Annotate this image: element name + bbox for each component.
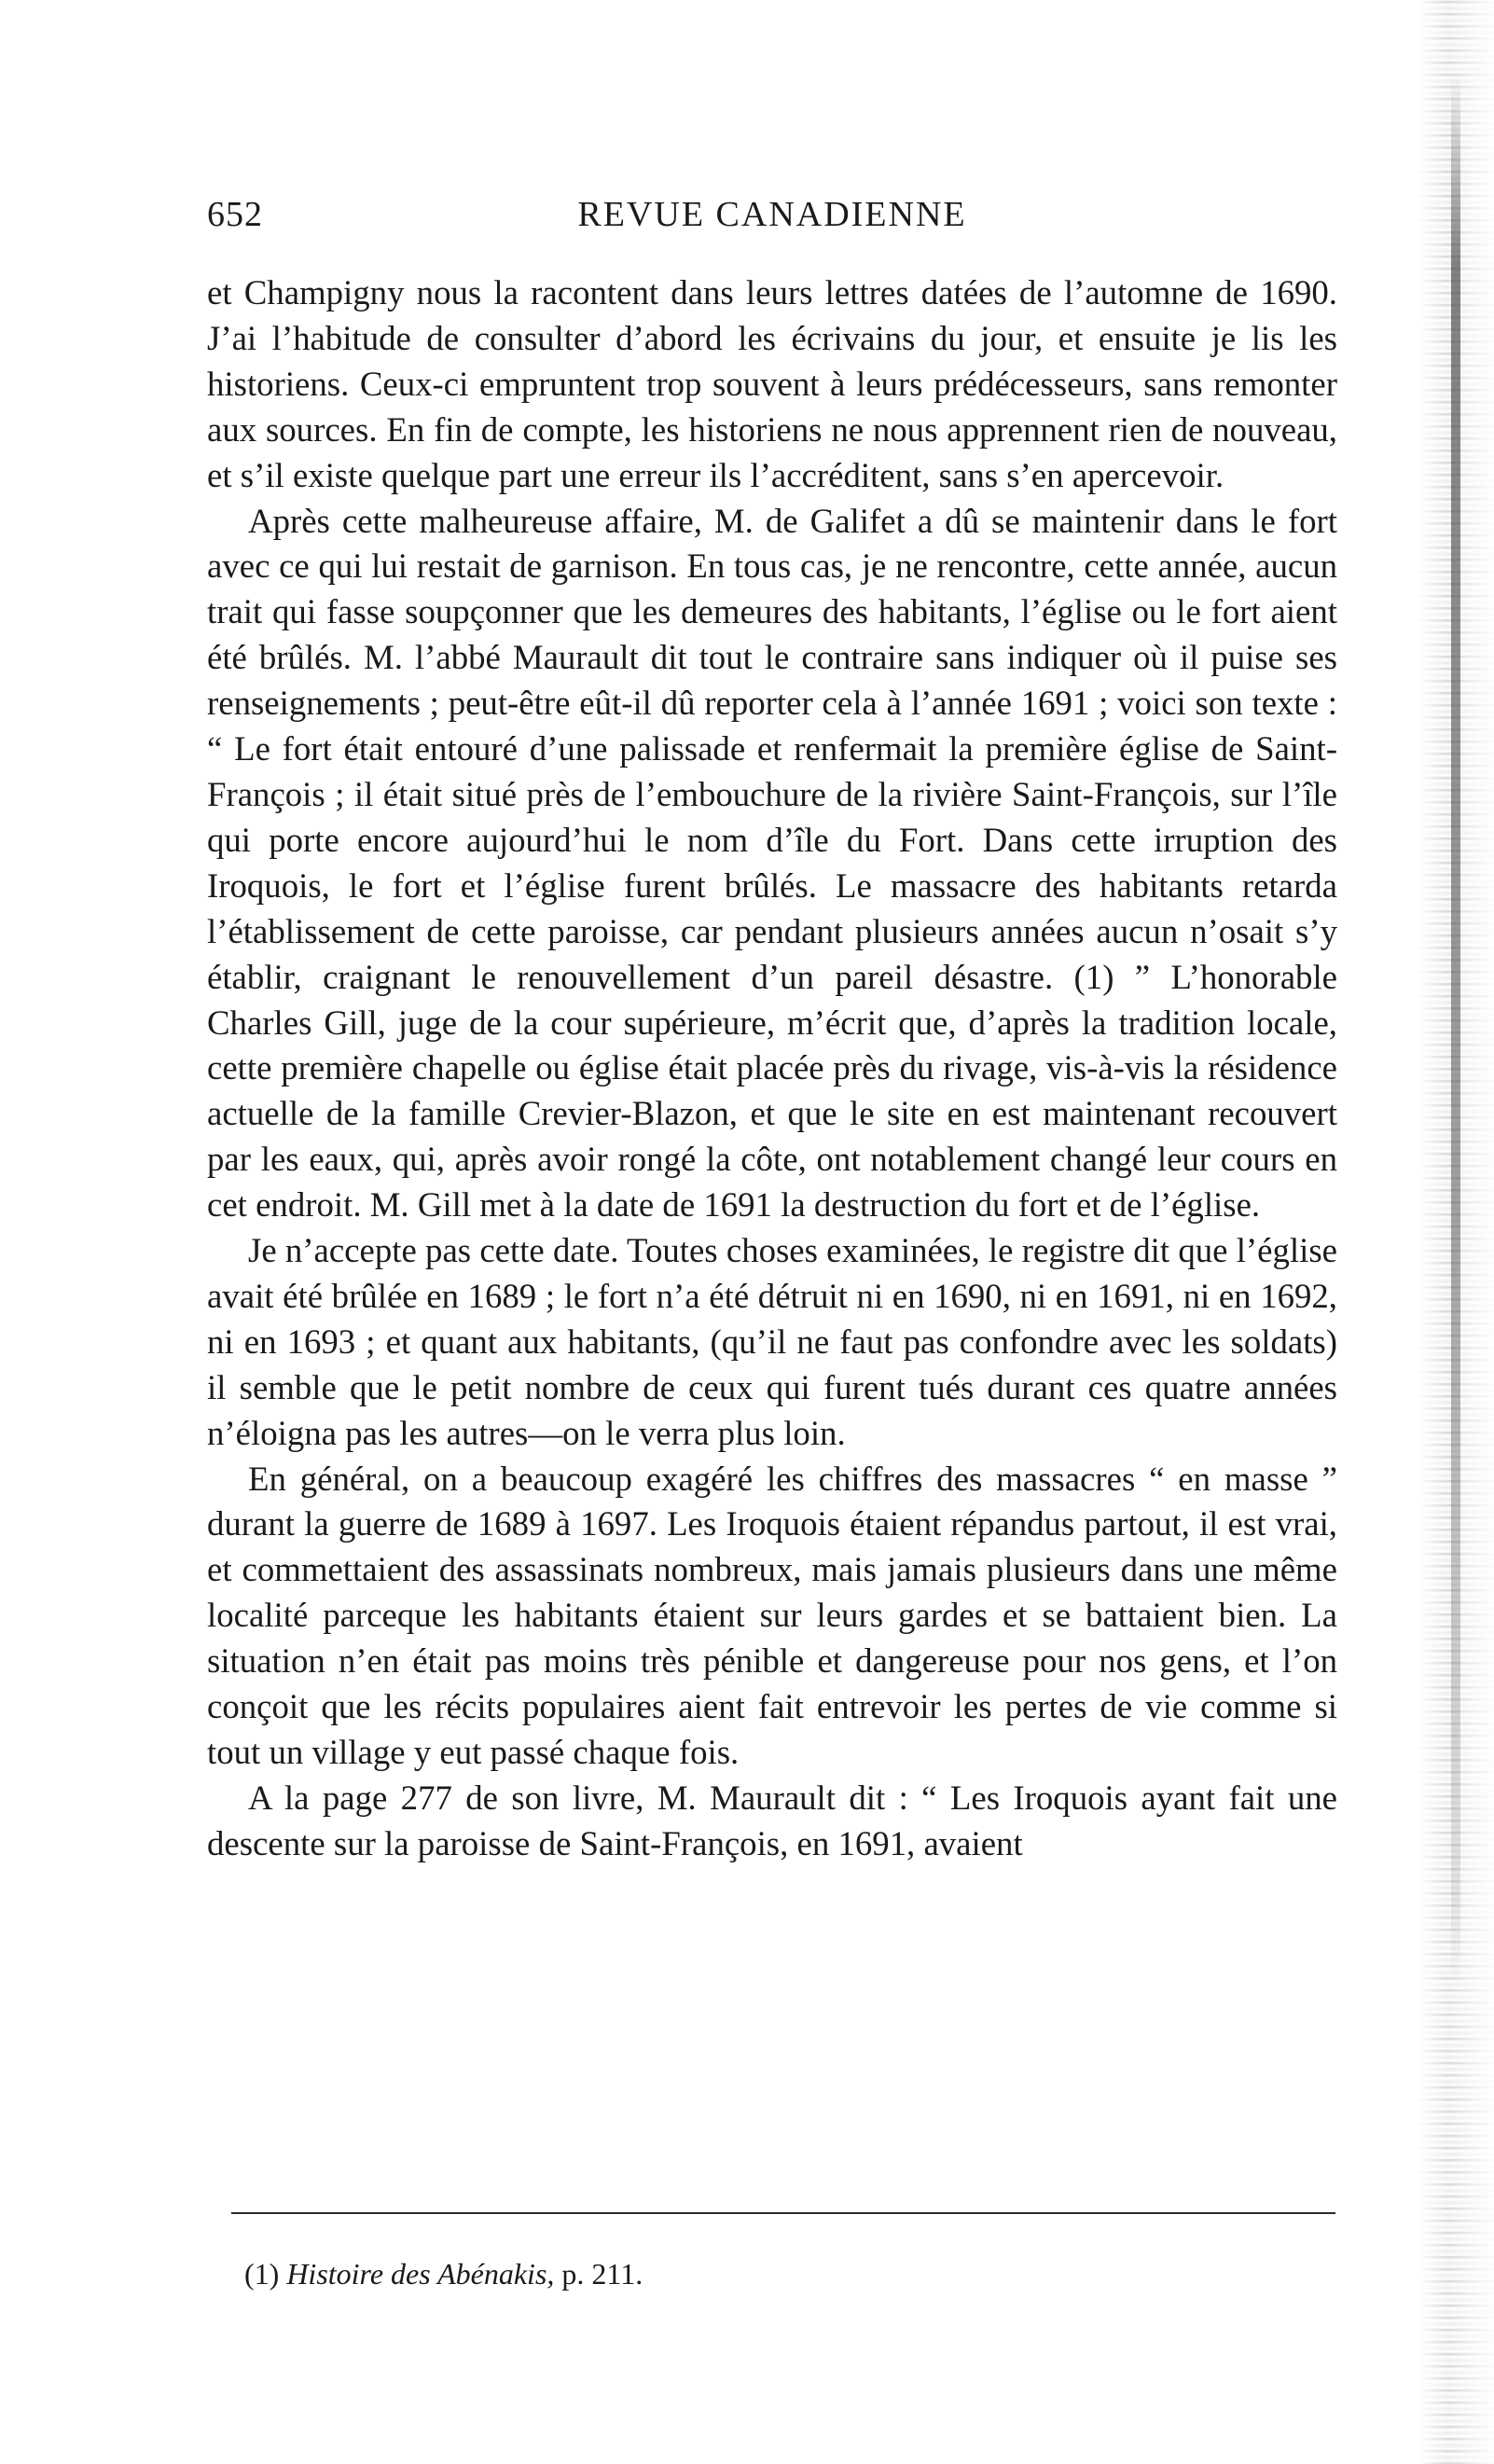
- footnote-title: Histoire des Abénakis,: [286, 2257, 555, 2291]
- paragraph-2: Après cette malheureuse affaire, M. de Galifet a dû se maintenir dans le fort avec ce qui lui restait de garnison. En tous cas, je ne rencontre, cette année, aucun trait qui fasse soupçonner que les demeures des habitants, l’église ou le fort aient été brûlés. M. l’abbé Maurault dit tout le contraire sans indiquer où il puise ses renseignements ; peut-être eût-il dû reporter cela à l’année 1691 ; voici son texte : “ Le fort était entouré d’une palissade et renfermait la première église de Saint-François ; il était situé près de l’embouchure de la rivière Saint-François, sur l’île qui porte encore aujourd’hui le nom d’île du Fort. Dans cette irruption des Iroquois, le fort et l’église furent brûlés. Le massacre des habitants retarda l’établissement de cette paroisse, car pendant plusieurs années aucun n’osait s’y établir, craignant le renouvellement d’un pareil désastre. (1) ” L’honorable Charles Gill, juge de la cour supérieure, m’écrit que, d’après la tradition locale, cette première chapelle ou église était placée près du rivage, vis-à-vis la résidence actuelle de la famille Crevier-Blazon, et que le site en est maintenant recouvert par les eaux, qui, après avoir rongé la côte, ont notablement changé leur cours en cet endroit. M. Gill met à la date de 1691 la destruction du fort et de l’église.: [207, 501, 1337, 1225]
- footnote-divider: [231, 2212, 1335, 2214]
- paragraph-4: En général, on a beaucoup exagéré les chiffres des massacres “ en masse ” durant la guerre de 1689 à 1697. Les Iroquois étaient répandus partout, il est vrai, et commettaient des assassinats nombreux, mais jamais plusieurs dans une même localité parceque les habitants étaient sur leurs gardes et se battaient bien. La situation n’en était pas moins très pénible et dangereuse pour nos gens, et l’on conçoit que les récits populaires aient fait entrevoir les pertes de vie comme si tout un village y eut passé chaque fois.: [207, 1459, 1337, 1771]
- running-head: REVUE CANADIENNE: [577, 195, 967, 234]
- page-number: 652: [207, 195, 263, 234]
- page-header: [207, 194, 1337, 246]
- scan-edge-shadow: [1418, 0, 1494, 2464]
- scan-binding-edge: [1451, 75, 1460, 1986]
- body-text: [207, 270, 1337, 1867]
- footnote-marker: (1): [244, 2257, 280, 2291]
- paragraph-1: et Champigny nous la racontent dans leurs lettres datées de l’automne de 1690. J’ai l’habitude de consulter d’abord les écrivains du jour, et ensuite je lis les historiens. Ceux-ci empruntent trop souvent à leurs prédécesseurs, sans remonter aux sources. En fin de compte, les historiens ne nous apprennent rien de nouveau, et s’il existe quelque part une erreur ils l’accréditent, sans s’en apercevoir.: [207, 273, 1337, 494]
- footnote: [244, 2257, 643, 2291]
- paragraph-3: Je n’accepte pas cette date. Toutes choses examinées, le registre dit que l’église avait été brûlée en 1689 ; le fort n’a été détruit ni en 1690, ni en 1691, ni en 1692, ni en 1693 ; et quant aux habitants, (qu’il ne faut pas confondre avec les soldats) il semble que le petit nombre de ceux qui furent tués durant ces quatre années n’éloigna pas les autres—on le verra plus loin.: [207, 1231, 1337, 1452]
- footnote-ref: p. 211.: [561, 2257, 643, 2291]
- paragraph-5: A la page 277 de son livre, M. Maurault dit : “ Les Iroquois ayant fait une descente sur la paroisse de Saint-François, en 1691, avaient: [207, 1778, 1337, 1862]
